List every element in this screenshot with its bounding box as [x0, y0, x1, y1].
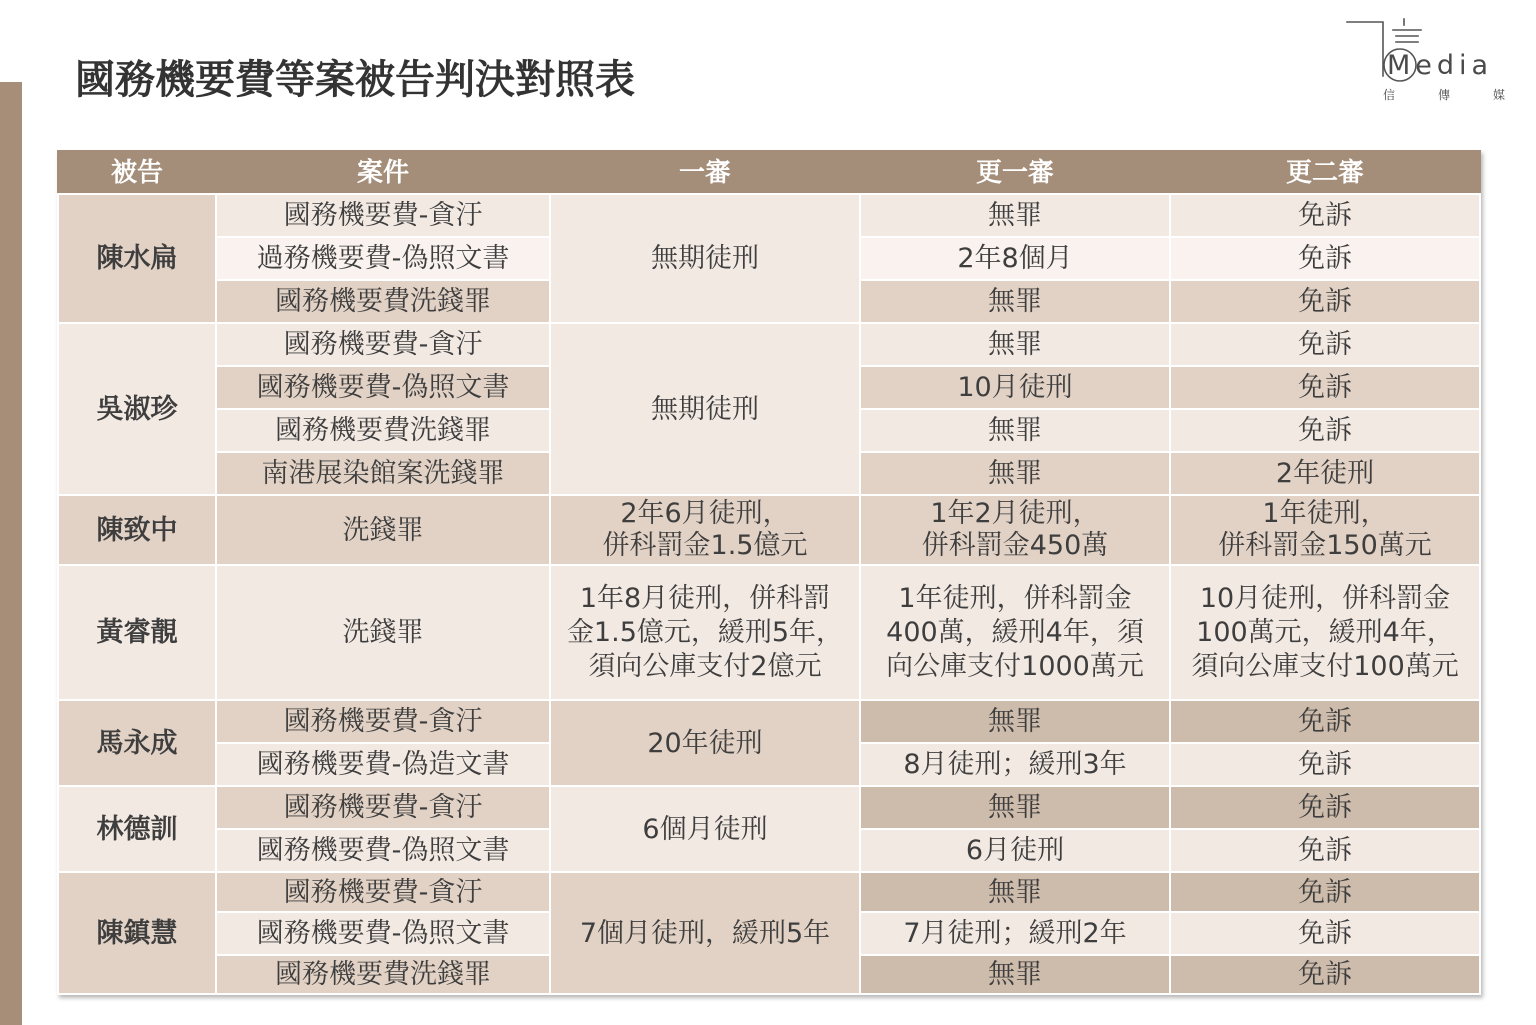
case-cell: 國務機要費洗錢罪 — [216, 409, 550, 452]
case-cell: 國務機要費-貪汙 — [216, 700, 550, 743]
retrial-1-cell: 無罪 — [860, 409, 1170, 452]
retrial-1-cell: 無罪 — [860, 786, 1170, 829]
cell-line: 1年徒刑，併科罰金 — [898, 582, 1132, 614]
cell-line: 須向公庫支付2億元 — [588, 650, 822, 682]
cell-line: 1年8月徒刑，併科罰 — [579, 582, 831, 614]
table-row — [58, 323, 1480, 366]
cell-line: 400萬，緩刑4年，須 — [886, 616, 1144, 648]
case-cell: 洗錢罪 — [216, 495, 550, 565]
logo-subtitle — [1383, 88, 1505, 102]
first-trial-cell: 6個月徒刑 — [550, 786, 860, 872]
logo-subtitle-char: 信 — [1383, 88, 1396, 102]
case-cell: 國務機要費-偽照文書 — [216, 366, 550, 409]
case-cell: 國務機要費-偽照文書 — [216, 912, 550, 955]
table-row — [58, 700, 1480, 743]
cell-line: 10月徒刑，併科罰金 — [1199, 582, 1451, 614]
case-cell: 南港展染館案洗錢罪 — [216, 452, 550, 495]
retrial-2-cell: 免訴 — [1170, 366, 1480, 409]
first-trial-cell: 7個月徒刑，緩刑5年 — [550, 872, 860, 994]
cell-line: 2年6月徒刑， — [620, 498, 790, 529]
retrial-1-cell: 10月徒刑 — [860, 366, 1170, 409]
retrial-2-cell: 2年徒刑 — [1170, 452, 1480, 495]
case-cell: 國務機要費-貪汙 — [216, 872, 550, 912]
logo-subtitle-char: 傳 — [1437, 88, 1450, 102]
first-trial-cell — [550, 565, 860, 700]
logo-subtitle-char: 媒 — [1492, 88, 1505, 102]
case-cell: 洗錢罪 — [216, 565, 550, 700]
retrial-2-cell: 免訴 — [1170, 786, 1480, 829]
first-trial-cell: 20年徒刑 — [550, 700, 860, 786]
retrial-2-cell: 免訴 — [1170, 700, 1480, 743]
case-cell: 國務機要費-貪汙 — [216, 323, 550, 366]
table-row — [58, 194, 1480, 237]
first-trial-cell — [550, 495, 860, 565]
retrial-1-cell: 無罪 — [860, 700, 1170, 743]
retrial-1-cell — [860, 495, 1170, 565]
verdict-comparison-table — [57, 150, 1481, 995]
retrial-2-cell: 免訴 — [1170, 409, 1480, 452]
header-first-trial: 一審 — [550, 151, 860, 194]
table-body — [58, 194, 1480, 994]
retrial-1-cell: 無罪 — [860, 955, 1170, 994]
retrial-1-cell: 無罪 — [860, 280, 1170, 323]
case-cell: 國務機要費-貪汙 — [216, 786, 550, 829]
defendant-cell: 陳致中 — [58, 495, 216, 565]
header-case: 案件 — [216, 151, 550, 194]
retrial-2-cell: 免訴 — [1170, 323, 1480, 366]
retrial-2-cell: 免訴 — [1170, 743, 1480, 786]
retrial-1-cell: 8月徒刑；緩刑3年 — [860, 743, 1170, 786]
case-cell: 國務機要費-偽造文書 — [216, 743, 550, 786]
page-title: 國務機要費等案被告判決對照表 — [75, 57, 635, 103]
table-row — [58, 565, 1480, 700]
retrial-2-cell: 免訴 — [1170, 194, 1480, 237]
retrial-1-cell: 7月徒刑；緩刑2年 — [860, 912, 1170, 955]
cell-line: 併科罰金150萬元 — [1218, 530, 1432, 561]
retrial-1-cell: 6月徒刑 — [860, 829, 1170, 872]
retrial-1-cell: 無罪 — [860, 872, 1170, 912]
retrial-1-cell — [860, 565, 1170, 700]
table-row — [58, 786, 1480, 829]
table-row — [58, 872, 1480, 912]
case-cell: 過務機要費-偽照文書 — [216, 237, 550, 280]
cell-line: 向公庫支付1000萬元 — [886, 650, 1144, 682]
retrial-1-cell: 無罪 — [860, 452, 1170, 495]
case-cell: 國務機要費-貪汙 — [216, 194, 550, 237]
retrial-2-cell: 免訴 — [1170, 829, 1480, 872]
table-header-row — [58, 151, 1480, 194]
media-logo — [1343, 16, 1511, 108]
first-trial-cell: 無期徒刑 — [550, 194, 860, 323]
case-cell: 國務機要費洗錢罪 — [216, 955, 550, 994]
retrial-1-cell: 2年8個月 — [860, 237, 1170, 280]
retrial-1-cell: 無罪 — [860, 323, 1170, 366]
cell-line: 金1.5億元，緩刑5年， — [566, 616, 844, 648]
retrial-2-cell: 免訴 — [1170, 955, 1480, 994]
defendant-cell: 黃睿靚 — [58, 565, 216, 700]
logo-name: Media — [1387, 50, 1494, 81]
retrial-2-cell — [1170, 495, 1480, 565]
cell-line: 100萬元，緩刑4年， — [1196, 616, 1454, 648]
header-retrial-2: 更二審 — [1170, 151, 1480, 194]
cell-line: 1年2月徒刑， — [930, 498, 1100, 529]
defendant-cell: 陳水扁 — [58, 194, 216, 323]
defendant-cell: 陳鎮慧 — [58, 872, 216, 994]
cell-line: 併科罰金450萬 — [921, 530, 1109, 561]
defendant-cell: 林德訓 — [58, 786, 216, 872]
retrial-2-cell — [1170, 565, 1480, 700]
defendant-cell: 馬永成 — [58, 700, 216, 786]
cell-line: 1年徒刑， — [1262, 498, 1388, 529]
header-retrial-1: 更一審 — [860, 151, 1170, 194]
cell-line: 併科罰金1.5億元 — [602, 530, 808, 561]
header-defendant: 被告 — [58, 151, 216, 194]
retrial-2-cell: 免訴 — [1170, 280, 1480, 323]
defendant-cell: 吳淑珍 — [58, 323, 216, 495]
cell-line: 須向公庫支付100萬元 — [1191, 650, 1459, 682]
table-row — [58, 495, 1480, 565]
retrial-2-cell: 免訴 — [1170, 872, 1480, 912]
retrial-2-cell: 免訴 — [1170, 237, 1480, 280]
retrial-2-cell: 免訴 — [1170, 912, 1480, 955]
first-trial-cell: 無期徒刑 — [550, 323, 860, 495]
case-cell: 國務機要費洗錢罪 — [216, 280, 550, 323]
accent-bar — [0, 82, 22, 1025]
retrial-1-cell: 無罪 — [860, 194, 1170, 237]
table-header — [58, 151, 1480, 194]
case-cell: 國務機要費-偽照文書 — [216, 829, 550, 872]
